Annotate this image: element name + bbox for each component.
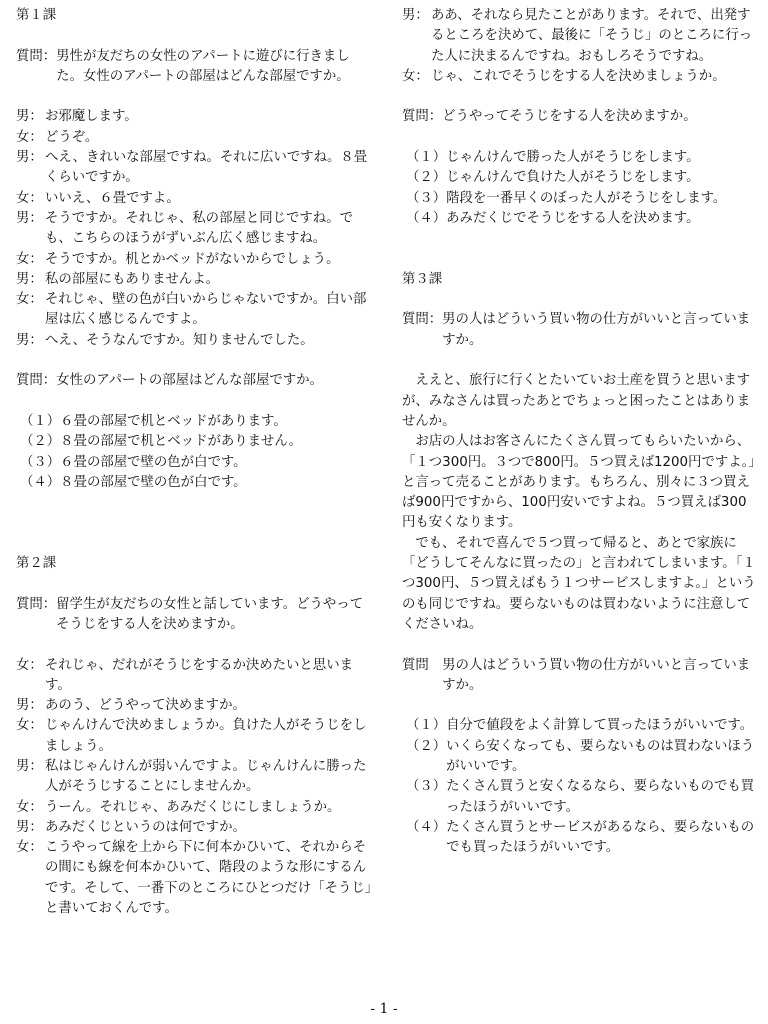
option-text: いくら安くなっても、要らないものは買わないほうがいいです。 (446, 738, 755, 774)
lesson-2-options (402, 148, 758, 229)
speaker-label: 男： (16, 758, 43, 774)
option-text: ６畳の部屋で机とベッドがあります。 (60, 413, 287, 429)
answer-option (402, 148, 758, 168)
option-number: （２） (20, 434, 61, 450)
option-text: 階段を一番早くのぼった人がそうじをします。 (446, 190, 727, 206)
question-label: 質問： (402, 109, 443, 125)
option-number: （４） (406, 210, 447, 226)
answer-option (16, 412, 376, 432)
dialogue-text: それじゃ、だれがそうじをするか決めたいと思います。 (45, 657, 353, 693)
question-text: 男の人はどういう買い物の仕方がいいと言っていますか。 (442, 312, 751, 348)
speaker-label: 女： (402, 68, 429, 84)
speaker-label: 男： (16, 819, 43, 835)
speaker-label: 女： (16, 657, 43, 673)
option-text: ６畳の部屋で壁の色が白です。 (60, 454, 247, 470)
option-text: あみだくじでそうじをする人を決めます。 (446, 210, 700, 226)
lesson-3-passage (402, 371, 758, 635)
lesson-2-question-2 (402, 107, 758, 127)
lesson-3-question (402, 310, 758, 351)
dialogue-line (16, 270, 376, 290)
passage-paragraph: ええと、旅行に行くとたいていお土産を買うと思いますが、みなさんは買ったあとでちょっと困ったことはありませんか。 (402, 373, 751, 429)
dialogue-text: あのう、どうやって決めますか。 (45, 698, 246, 714)
dialogue-text: 私の部屋にもありませんよ。 (45, 271, 220, 287)
speaker-label: 女： (16, 799, 43, 815)
dialogue-text: じゃんけんで決めましょうか。負けた人がそうじをしましょう。 (45, 718, 367, 754)
option-number: （３） (406, 190, 447, 206)
dialogue-text: 私はじゃんけんが弱いんですよ。じゃんけんに勝った人がそうじすることにしませんか。 (45, 758, 367, 795)
question-label: 質問： (16, 48, 57, 64)
dialogue-text: そうですか。それじゃ、私の部屋と同じですね。でも、こちらのほうがずいぶん広く感じますね。 (45, 210, 353, 247)
speaker-label: 男： (402, 8, 429, 23)
speaker-label: 男： (16, 698, 43, 714)
option-text: じゃんけんで負けた人がそうじをします。 (446, 170, 700, 186)
left-column (16, 6, 376, 919)
lesson-3-options (402, 716, 758, 858)
lesson-2-title: 第２課 (16, 556, 57, 572)
option-text: たくさん買うとサービスがあるなら、要らないものでも買ったほうがいいです。 (446, 819, 755, 856)
answer-option (402, 189, 758, 209)
question-label: 質問： (16, 596, 57, 612)
speaker-label: 男： (16, 271, 43, 287)
dialogue-line (16, 331, 376, 351)
speaker-label: 女： (16, 840, 43, 856)
option-number: （２） (406, 738, 447, 754)
question-text: 女性のアパートの部屋はどんな部屋ですか。 (56, 373, 323, 389)
option-text: たくさん買うと安くなるなら、要らないものでも買ったほうがいいです。 (446, 779, 755, 815)
question-text: 男性が友だちの女性のアパートに遊びに行きました。女性のアパートの部屋はどんな部屋ですか。 (56, 48, 350, 84)
answer-option (16, 453, 376, 473)
dialogue-line (16, 656, 376, 697)
option-text: 自分で値段をよく計算して買ったほうがいいです。 (446, 718, 754, 734)
speaker-label: 女： (16, 292, 43, 308)
speaker-label: 男： (16, 332, 43, 348)
question-text: 留学生が友だちの女性と話しています。どうやってそうじをする人を決めますか。 (56, 596, 364, 632)
option-number: （３） (406, 779, 447, 795)
dialogue-text: ああ、それなら見たことがあります。それで、出発するところを決めて、最後に「そうじ」のところに行った人に決まるんですね。おもしろそうですね。 (431, 8, 753, 64)
option-number: （１） (406, 718, 447, 734)
answer-option (16, 432, 376, 452)
passage-paragraph: お店の人はお客さんにたくさん買ってもらいたいから、「１つ300円。３つで800円。５つ買えば1200円ですよ。」と言って売ることがあります。もちろん、別々に３つ買えば900円ですから、100円安いですよね。５つ買えば300円も安くなります。 (402, 434, 755, 531)
lesson-1-dialogue (16, 107, 376, 351)
answer-option (402, 716, 758, 736)
speaker-label: 女： (16, 190, 43, 206)
speaker-label: 女： (16, 129, 43, 145)
dialogue-line (402, 67, 758, 87)
dialogue-text: こうやって線を上から下に何本かひいて、それからその間にも線を何本かひいて、階段のような形にするんです。そして、一番下のところにひとつだけ「そうじ」と書いておくんです。 (45, 840, 372, 917)
passage-paragraph: でも、それで喜んで５つ買って帰ると、あとで家族に「どうしてそんなに買ったの」と言われてしまいます。「１つ300円、５つ買えばもう１つサービスしますよ。」というのも同じですね。要らないものは買わないように注意してくださいね。 (402, 535, 756, 632)
lesson-1-title: 第１課 (16, 8, 57, 23)
option-number: （４） (20, 474, 61, 490)
option-number: （３） (20, 454, 61, 470)
lesson-2-question (16, 595, 376, 636)
dialogue-line (402, 6, 758, 67)
question-label: 質問： (402, 312, 443, 328)
dialogue-text: そうですか。机とかベッドがないからでしょう。 (45, 251, 340, 267)
page-number: - 1 - (370, 1001, 398, 1017)
dialogue-line (16, 757, 376, 798)
speaker-label: 女： (16, 251, 43, 267)
dialogue-line (16, 798, 376, 818)
question-text: どうやってそうじをする人を決めますか。 (442, 109, 697, 125)
answer-option (402, 209, 758, 229)
option-text: じゃんけんで勝った人がそうじをします。 (446, 150, 700, 166)
option-number: （１） (20, 413, 61, 429)
dialogue-text: どうぞ。 (45, 129, 99, 145)
answer-option (402, 777, 758, 818)
dialogue-line (16, 148, 376, 189)
dialogue-text: じゃ、これでそうじをする人を決めましょうか。 (431, 68, 726, 84)
dialogue-text: それじゃ、壁の色が白いからじゃないですか。白い部屋は広く感じるんですよ。 (45, 292, 367, 328)
dialogue-text: いいえ、６畳ですよ。 (45, 190, 180, 206)
dialogue-text: うーん。それじゃ、あみだくじにしましょうか。 (45, 799, 341, 815)
lesson-1-question (16, 47, 376, 88)
speaker-label: 男： (16, 150, 43, 166)
answer-option (402, 818, 758, 859)
answer-option (16, 473, 376, 493)
dialogue-text: へえ、きれいな部屋ですね。それに広いですね。８畳くらいですか。 (45, 150, 368, 186)
right-column (402, 6, 758, 858)
dialogue-line (16, 250, 376, 270)
option-text: ８畳の部屋で壁の色が白です。 (60, 474, 247, 490)
answer-option (402, 168, 758, 188)
speaker-label: 男： (16, 210, 43, 226)
question-label: 質問： (16, 373, 57, 389)
question-label: 質問 (402, 657, 443, 673)
dialogue-text: へえ、そうなんですか。知りませんでした。 (45, 332, 314, 348)
dialogue-line (16, 838, 376, 919)
answer-option (402, 737, 758, 778)
option-number: （１） (406, 150, 447, 166)
lesson-3-question-2 (402, 656, 758, 697)
dialogue-text: あみだくじというのは何ですか。 (45, 819, 246, 835)
lesson-2-dialogue (16, 656, 376, 920)
dialogue-text: お邪魔します。 (45, 109, 138, 125)
question-text: 男の人はどういう買い物の仕方がいいと言っていますか。 (442, 657, 751, 693)
dialogue-line (16, 696, 376, 716)
option-text: ８畳の部屋で机とベッドがありません。 (60, 434, 303, 450)
speaker-label: 男： (16, 109, 43, 125)
lesson-2-dialogue-continued (402, 6, 758, 87)
dialogue-line (16, 189, 376, 209)
dialogue-line (16, 107, 376, 127)
dialogue-line (16, 290, 376, 331)
option-number: （２） (406, 170, 447, 186)
dialogue-line (16, 128, 376, 148)
dialogue-line (16, 716, 376, 757)
dialogue-line (16, 209, 376, 250)
lesson-1-question-2 (16, 371, 376, 391)
lesson-3-title: 第３課 (402, 271, 443, 287)
speaker-label: 女： (16, 718, 43, 734)
option-number: （４） (406, 819, 447, 835)
dialogue-line (16, 818, 376, 838)
lesson-1-options (16, 412, 376, 493)
